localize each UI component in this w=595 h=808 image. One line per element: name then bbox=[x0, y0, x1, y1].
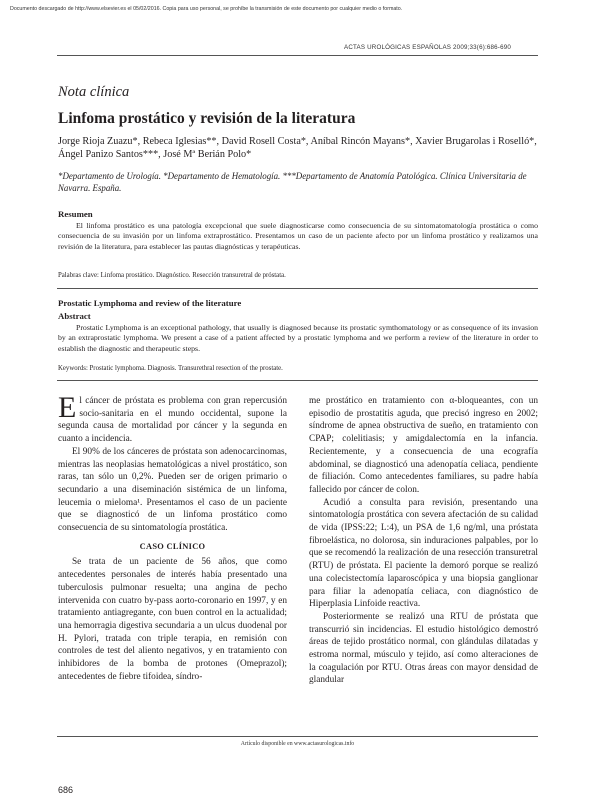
footer-rule bbox=[57, 736, 538, 737]
body-paragraph: Acudió a consulta para revisión, presentando una sintomatología prostática con severa afectación de su calidad de vida (IPSS:22; L:4), un PSA de 1,6 ng/ml, una próstata fibroelástica, no dolorosa, sin induraciones palpables, por lo que se recomendó la realización de una resección transuretral (RTU) de próstata. El paciente la demoró porque se realizó una colecistectomía laparoscópica y una biopsia ganglionar para filiar la adenopatía celiaca, con diagnóstico de Hiperplasia Linfoide reactiva. bbox=[309, 497, 538, 610]
download-notice: Documento descargado de http://www.elsevier.es el 05/02/2016. Copia para uso personal, se prohíbe la transmisión de este documento por cualquier medio o formato. bbox=[10, 6, 403, 12]
abstract-keywords: Keywords: Prostatic lymphoma. Diagnosis. Transurethral resection of the prostate. bbox=[58, 365, 283, 372]
section-heading-caso: CASO CLÍNICO bbox=[139, 541, 206, 551]
body-paragraph: Posteriormente se realizó una RTU de próstata que transcurrió sin incidencias. El estudio histológico demostró áreas de tejido prostático normal, con glándulas dilatadas y estroma normal, músculo y tejido, así como alteraciones de la coagulación por RTU. Otras áreas con mayor densidad de glandular bbox=[309, 611, 538, 686]
body-divider bbox=[57, 380, 538, 381]
abstract-heading: Abstract bbox=[58, 311, 91, 321]
resumen-keywords: Palabras clave: Linfoma prostático. Diagnóstico. Resección transuretral de próstata. bbox=[58, 272, 286, 279]
intro-paragraph bbox=[58, 391, 287, 446]
resumen-heading: Resumen bbox=[58, 209, 93, 219]
body-paragraph: El 90% de los cánceres de próstata son adenocarcinomas, mientras las neoplasias hematológicas a nivel prostático, son raras, tan sólo un 0,2%. Pueden ser de origen primario o secundario a una diseminación sistémica de un linfoma, leucemia o mieloma¹. Presentamos el caso de un paciente que se diagnosticó de un linfoma prostático como consecuencia de su sintomatología prostática. bbox=[58, 446, 287, 534]
section-label: Nota clínica bbox=[58, 84, 130, 100]
affiliations: *Departamento de Urología. *Departamento de Hematología. ***Departamento de Anatomía Patológica. Clínica Universitaria de Navarra. España. bbox=[58, 171, 527, 193]
right-column bbox=[309, 395, 538, 687]
abstract-divider bbox=[57, 288, 538, 289]
resumen-text: El linfoma prostático es una patología excepcional que suele diagnosticarse como consecuencia de su sintomatomatología prostática o como consecuencia de su invasión por un linfoma extraprostático. Presentamos un caso de un paciente afecto por un linfoma prostático y realizamos una revisión de la literatura, para establecer las pautas diagnósticas y terapéuticas. bbox=[58, 221, 538, 251]
intro-text: l cáncer de próstata es problema con gran repercusión socio-sanitaria en el mundo occidental, supone la segunda causa de mortalidad por cáncer y la segunda en cuanto a incidencia. bbox=[58, 396, 287, 445]
body-paragraph: Se trata de un paciente de 56 años, que como antecedentes personales de interés había presentado una tuberculosis pulmonar resuelta; una angina de pecho intervenida con cuatro by-pass aorto-coronario en 1997, y en tratamiento antiagregante, con buen control en la actualidad; una hemorragia digestiva secundaria a un ulcus duodenal por H. Pylori, tratada con triple terapia, en remisión con controles de test del aliento negativos, y en tratamiento con inhibidores de la bomba de protones (Omeprazol); antecedentes de fiebre tifoidea, síndro- bbox=[58, 557, 287, 682]
running-head: ACTAS UROLÓGICAS ESPAÑOLAS 2009;33(6):686-690 bbox=[344, 44, 511, 51]
body-paragraph: me prostático en tratamiento con α-bloqueantes, con un episodio de prostatitis aguda, que precisó ingreso en 2002; síndrome de apnea obstructiva de sueño, en tratamiento con CPAP; colelitiasis; y amigdalectomía en la infancia. Recientemente, y a consecuencia de una ecografía abdominal, se diagnosticó una adenopatía celiaca, pendiente de filiación. Como antecedentes familiares, su padre había fallecido por cáncer de colon. bbox=[309, 396, 538, 495]
article-title: Linfoma prostático y revisión de la literatura bbox=[58, 110, 356, 127]
drop-cap: E bbox=[58, 391, 77, 424]
left-column bbox=[58, 391, 287, 683]
english-title: Prostatic Lymphoma and review of the literature bbox=[58, 298, 242, 308]
abstract-text: Prostatic Lymphoma is an exceptional pathology, that usually is diagnosed because its prostatic symthomatology or as consequence of its invasion by an extraprostatic lymphoma. We present a case of a patient affected by a prostatic lymphoma and we perform a review of the literature in order to establish the diagnostic and therapeutic steps. bbox=[58, 323, 538, 353]
header-rule bbox=[57, 55, 538, 56]
footer-note: Artículo disponible en www.actasurologicas.info bbox=[240, 741, 355, 747]
page-number: 686 bbox=[58, 785, 74, 795]
author-list: Jorge Rioja Zuazu*, Rebeca Iglesias**, David Rosell Costa*, Aníbal Rincón Mayans*, Xavier Brugarolas i Roselló*, Ángel Panizo Santos***, José Mª Berián Polo* bbox=[58, 136, 537, 160]
